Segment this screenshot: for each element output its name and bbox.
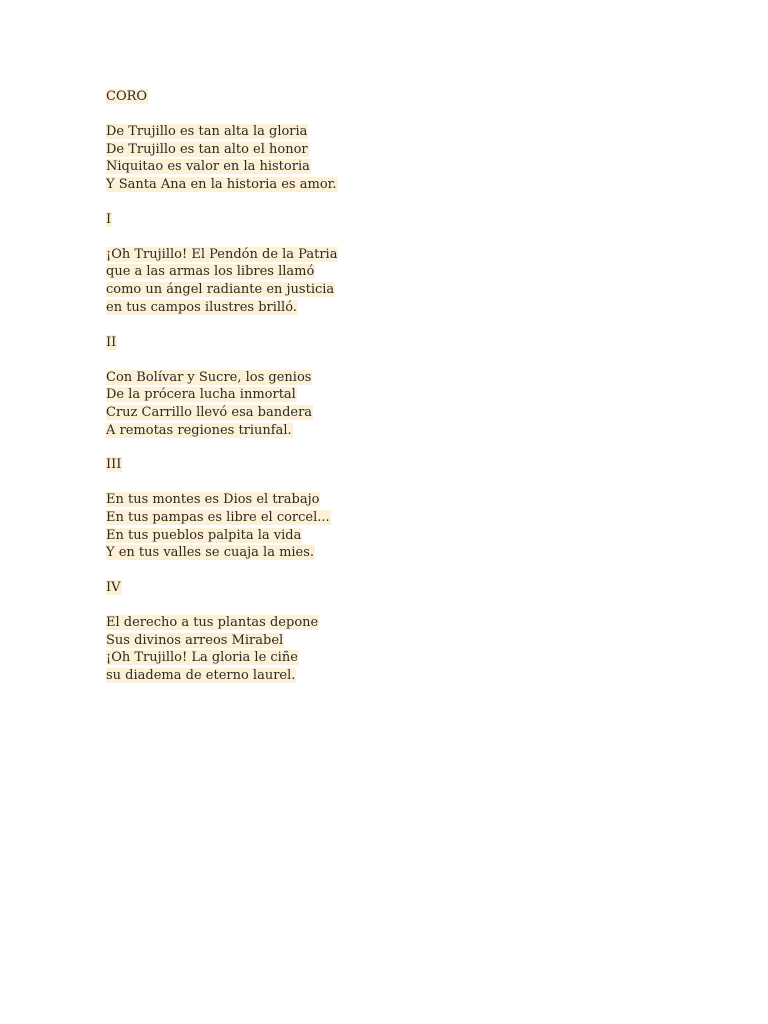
coro-section — [106, 88, 666, 211]
verse-line — [106, 527, 666, 545]
verse-line — [106, 246, 666, 264]
stanza-4-line-1: El derecho a tus plantas depone — [106, 615, 319, 630]
coro-line-2: De Trujillo es tan alto el honor — [106, 141, 308, 157]
verse-line — [106, 649, 666, 667]
stanza-1-heading: I — [106, 211, 112, 227]
verse-line — [106, 544, 666, 562]
verse-line — [106, 386, 666, 404]
stanza-1-line-2: que a las armas los libres llamó — [106, 264, 315, 280]
section-heading — [106, 334, 666, 352]
stanza-4-line-4: su diadema de eterno laurel. — [106, 668, 296, 684]
stanza-3-line-2: En tus pampas es libre el corcel... — [106, 509, 330, 525]
stanza-3-heading: III — [106, 457, 122, 473]
verse-line — [106, 158, 666, 176]
verse-line — [106, 667, 666, 685]
stanza-1-line-1: ¡Oh Trujillo! El Pendón de la Patria — [106, 246, 338, 262]
stanza-1-line-3: como un ángel radiante en justicia — [106, 282, 335, 298]
stanza-3-line-4: Y en tus valles se cuaja la mies. — [106, 545, 315, 561]
verse-line — [106, 123, 666, 141]
verse-line — [106, 281, 666, 299]
coro-line-3: Niquitao es valor en la historia — [106, 159, 310, 175]
verse-line — [106, 299, 666, 317]
stanza-3-line-3: En tus pueblos palpita la vida — [106, 527, 302, 543]
stanza-2-line-2: De la prócera lucha inmortal — [106, 387, 296, 403]
stanza-2-line-4: A remotas regiones triunfal. — [106, 422, 292, 438]
stanza-1-line-4: en tus campos ilustres brilló. — [106, 299, 297, 315]
stanza-1 — [106, 211, 666, 334]
verse-line — [106, 263, 666, 281]
coro-heading: CORO — [106, 89, 148, 104]
section-heading — [106, 579, 666, 597]
document-page — [106, 88, 666, 685]
stanza-2-heading: II — [106, 334, 117, 350]
stanza-2-line-1: Con Bolívar y Sucre, los genios — [106, 369, 312, 385]
coro-line-4: Y Santa Ana en la historia es amor. — [106, 177, 337, 193]
verse-line — [106, 509, 666, 527]
coro-line-1: De Trujillo es tan alta la gloria — [106, 124, 308, 139]
verse-line — [106, 632, 666, 650]
verse-line — [106, 404, 666, 422]
verse-line — [106, 614, 666, 632]
stanza-4 — [106, 579, 666, 685]
verse-line — [106, 176, 666, 194]
stanza-2 — [106, 334, 666, 457]
stanza-3-line-1: En tus montes es Dios el trabajo — [106, 492, 320, 508]
section-heading — [106, 88, 666, 106]
stanza-4-line-3: ¡Oh Trujillo! La gloria le ciñe — [106, 650, 298, 666]
stanza-4-heading: IV — [106, 580, 121, 595]
section-heading — [106, 211, 666, 229]
stanza-3 — [106, 456, 666, 579]
verse-line — [106, 422, 666, 440]
stanza-2-line-3: Cruz Carrillo llevó esa bandera — [106, 404, 313, 420]
section-heading — [106, 456, 666, 474]
verse-line — [106, 491, 666, 509]
stanza-4-line-2: Sus divinos arreos Mirabel — [106, 632, 284, 648]
verse-line — [106, 369, 666, 387]
verse-line — [106, 141, 666, 159]
